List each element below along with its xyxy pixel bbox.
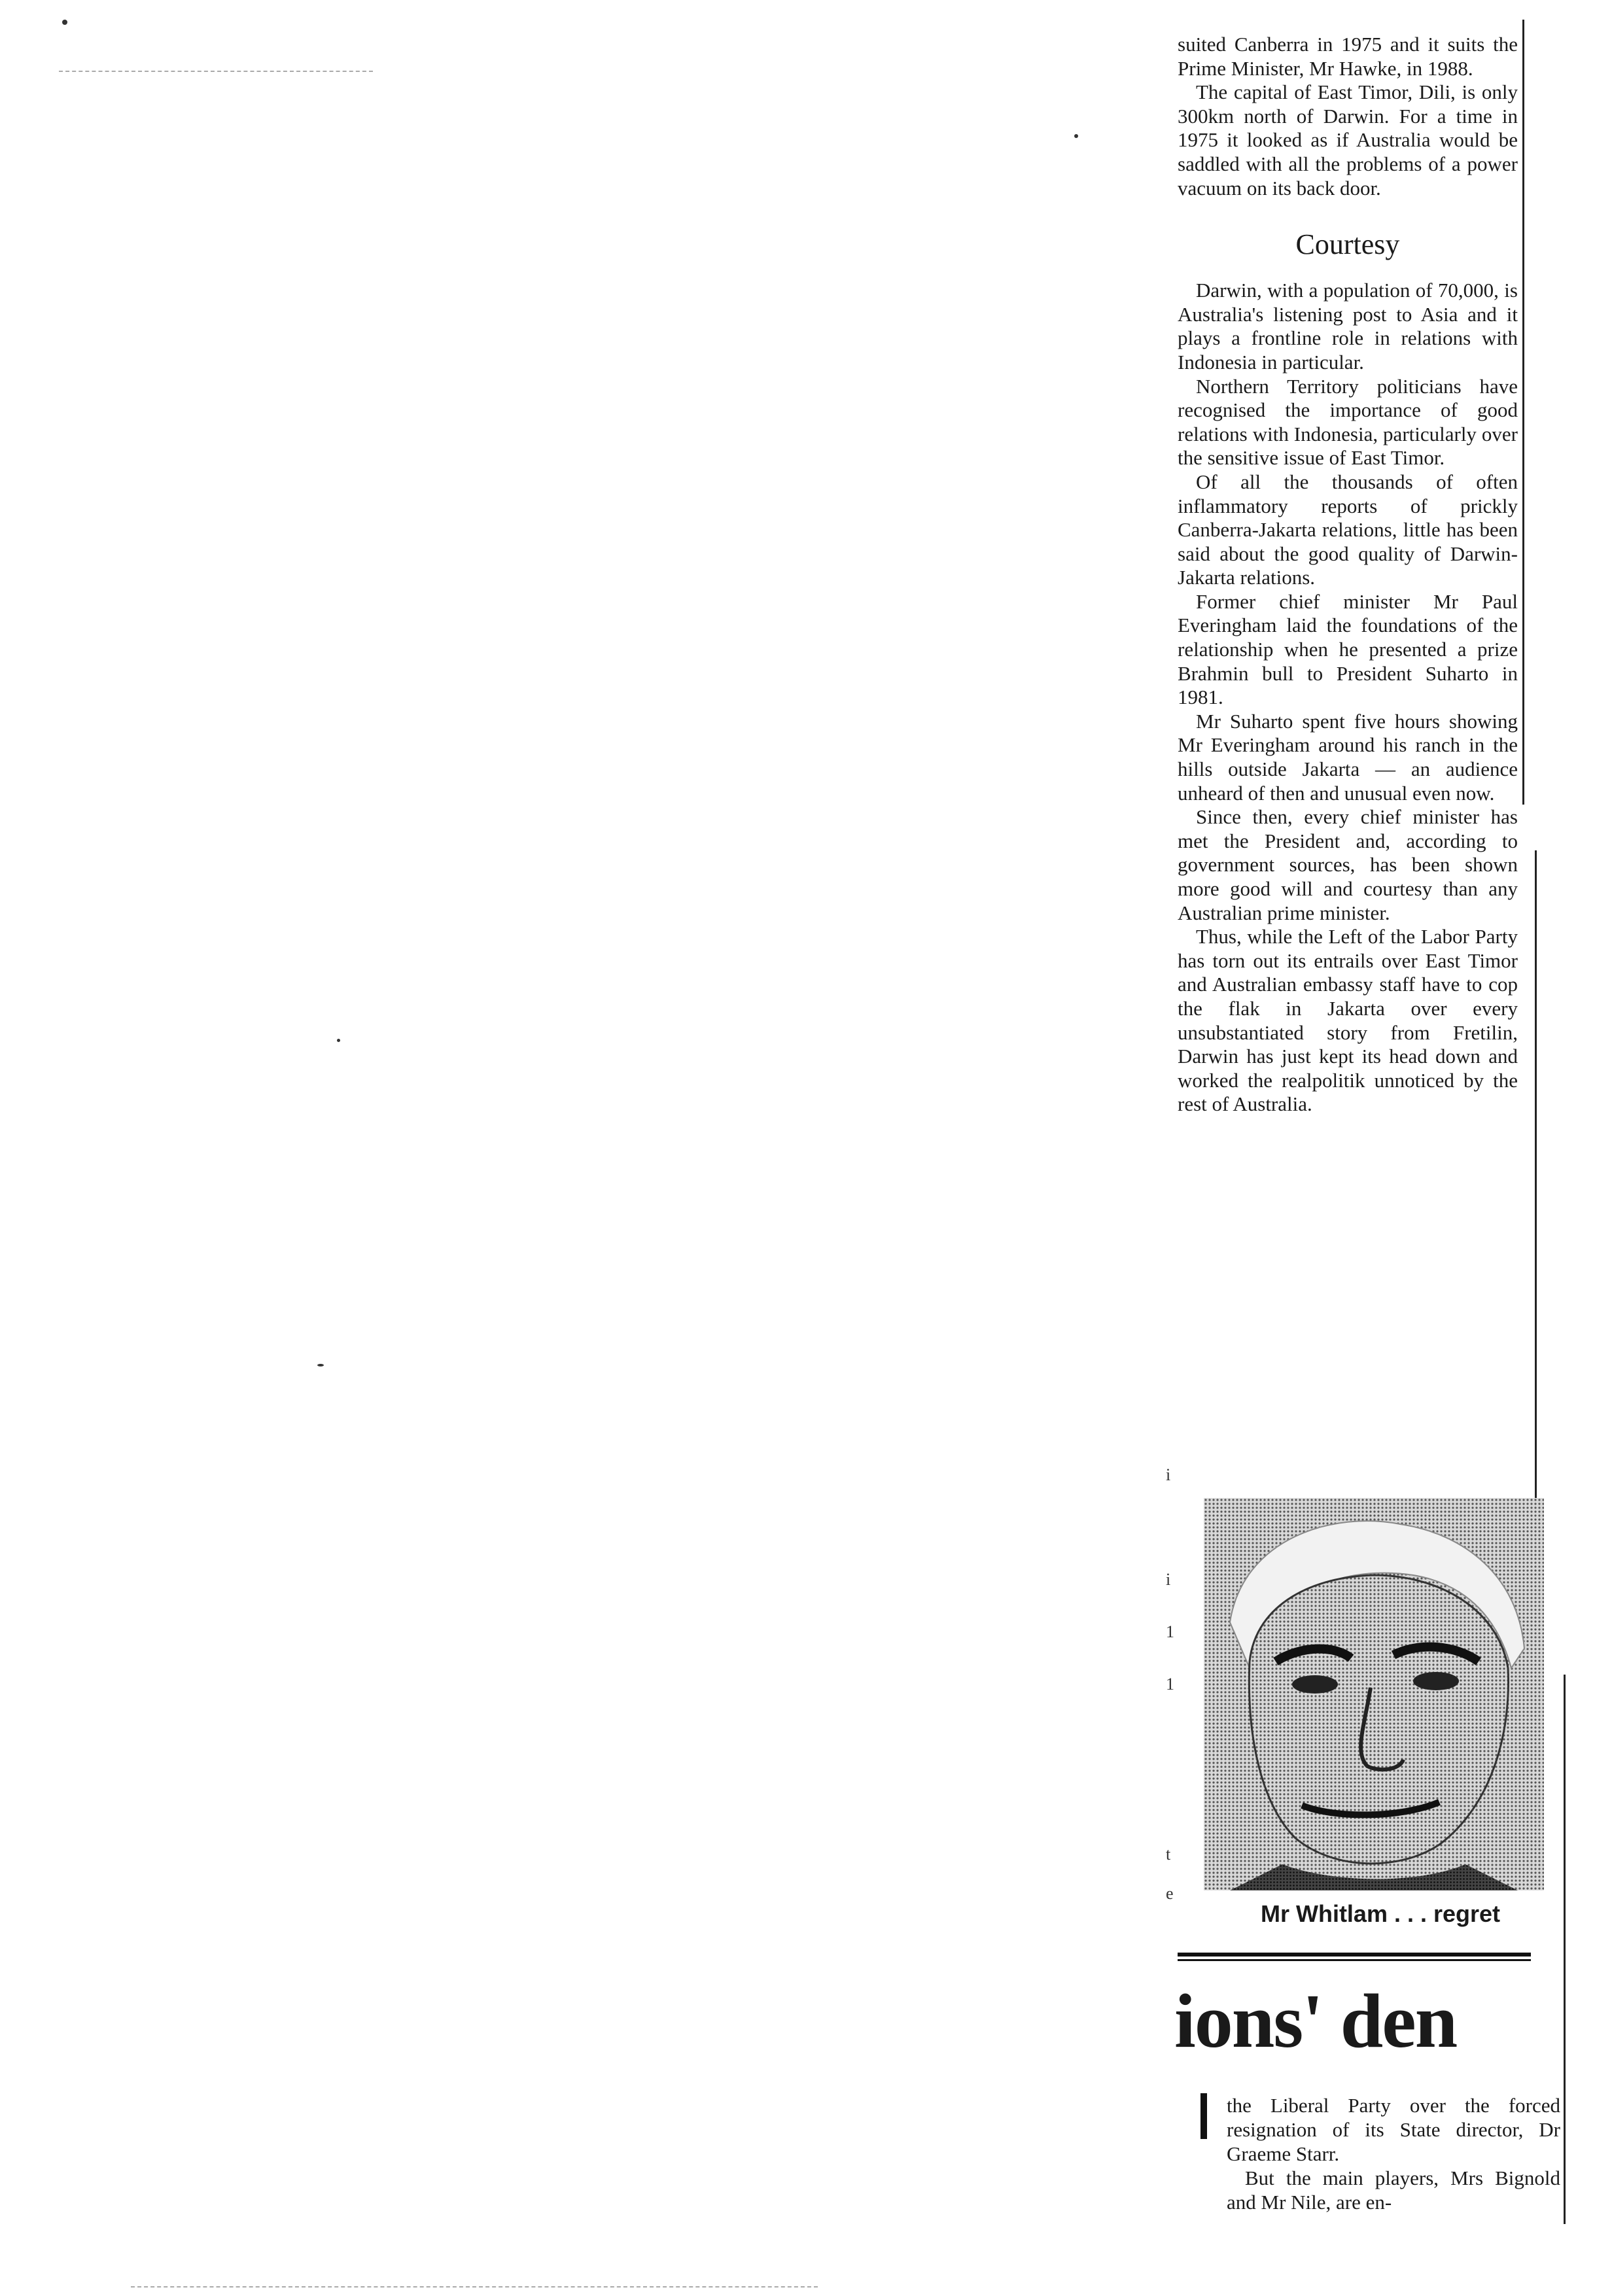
portrait-photo: [1204, 1498, 1544, 1890]
article-paragraph: Mr Suharto spent five hours showing Mr Everingham around his ranch in the hills outside Jakarta — an audience unheard of then and unusual even now.: [1178, 709, 1518, 805]
scan-noise-line: [131, 2286, 818, 2288]
portrait-illustration: [1204, 1498, 1544, 1890]
article-paragraph: the Liberal Party over the forced resignation of its State director, Dr Graeme Starr.: [1227, 2094, 1560, 2165]
photo-caption: Mr Whitlam . . . regret: [1260, 1900, 1501, 1927]
article-paragraph: Thus, while the Left of the Labor Party has torn out its entrails over East Timor and Australian embassy staff have to cop the flak in Jakarta over every unsubstantiated story from Fretilin, Darwin has just kept its head down and worked the realpolitik unnoticed by the rest of Australia.: [1178, 925, 1518, 1116]
article-paragraph: Darwin, with a population of 70,000, is Australia's listening post to Asia and it plays a frontline role in relations with Indonesia in particular.: [1178, 279, 1518, 374]
subheading: Courtesy: [1295, 228, 1400, 261]
margin-fragment: i: [1166, 1465, 1171, 1484]
drop-cap-fragment: [1200, 2093, 1207, 2139]
article-paragraph: Of all the thousands of often inflammatory reports of prickly Canberra-Jakarta relations, little has been said about the good quality of Darwin-Jakarta relations.: [1178, 470, 1518, 589]
story-separator-rule: [1178, 1959, 1531, 1961]
article-paragraph: But the main players, Mrs Bignold and Mr Nile, are en-: [1227, 2166, 1560, 2214]
scan-speck: [317, 1364, 324, 1366]
column-rule: [1522, 20, 1524, 805]
scan-speck: [1074, 134, 1078, 138]
second-story-column: [1227, 2093, 1560, 2214]
margin-fragment: t: [1166, 1845, 1171, 1864]
scan-speck: [337, 1039, 340, 1042]
article-paragraph: Since then, every chief minister has met the President and, according to government sources, has been shown more good will and courtesy than any Australian prime minister.: [1178, 805, 1518, 924]
article-paragraph: Former chief minister Mr Paul Everingham laid the foundations of the relationship when he presented a prize Brahmin bull to President Suharto in 1981.: [1178, 589, 1518, 709]
article-paragraph: Northern Territory politicians have recognised the importance of good relations with Indonesia, particularly over the sensitive issue of East Timor.: [1178, 374, 1518, 470]
column-rule: [1564, 1675, 1566, 2224]
margin-fragment: e: [1166, 1884, 1174, 1903]
margin-fragment: 1: [1166, 1675, 1174, 1694]
article-paragraph: suited Canberra in 1975 and it suits the Prime Minister, Mr Hawke, in 1988.: [1178, 33, 1518, 80]
article-column: [1178, 33, 1518, 1117]
scan-noise-line: [59, 71, 373, 73]
article-paragraph: The capital of East Timor, Dili, is only 300km north of Darwin. For a time in 1975 it looked as if Australia would be saddled with all the problems of a power vacuum on its back door.: [1178, 80, 1518, 200]
scan-speck: [62, 20, 67, 25]
second-story-headline: ions' den: [1174, 1978, 1457, 2064]
margin-fragment: 1: [1166, 1622, 1174, 1641]
story-separator-rule: [1178, 1953, 1531, 1957]
margin-fragment: i: [1166, 1570, 1171, 1589]
